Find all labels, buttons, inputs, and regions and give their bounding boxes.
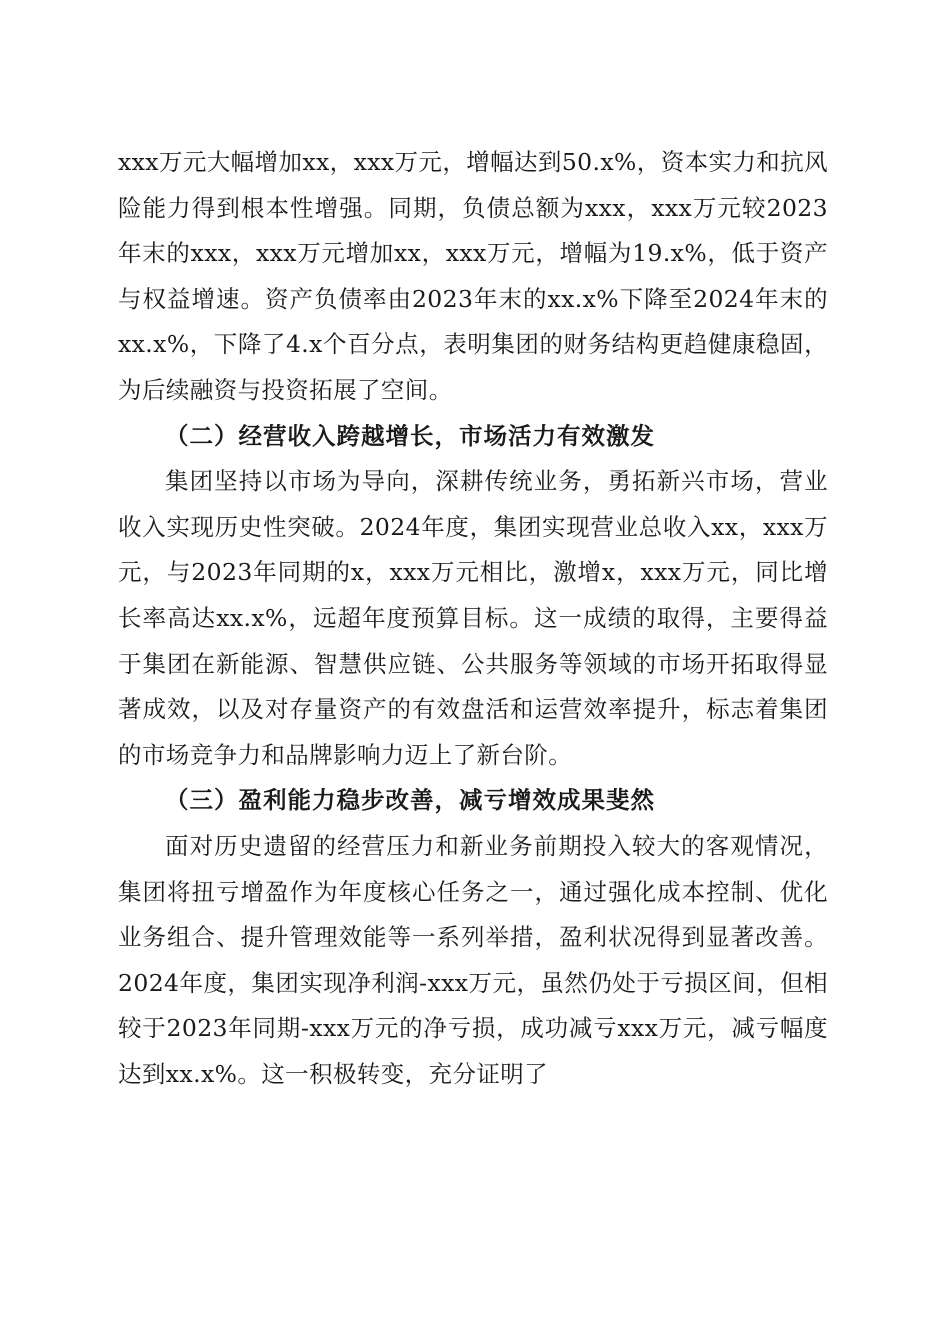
section-heading-profitability: （三）盈利能力稳步改善，减亏增效成果斐然 (165, 786, 655, 815)
paragraph-revenue: 集团坚持以市场为导向，深耕传统业务，勇拓新兴市场，营业收入实现历史性突破。2024年度，集团实现营业总收入xx，xxx万元，与2023年同期的x，xxx万元相比，激增x，xxx万元，同比增长率高达xx.x%，远超年度预算目标。这一成绩的取得，主要得益于集团在新能源、智慧供应链、公共服务等领域的市场开拓取得显著成效，以及对存量资产的有效盘活和运营效率提升，标志着集团的市场竞争力和品牌影响力迈上了新台阶。 (118, 467, 828, 769)
document-body (118, 140, 828, 1097)
paragraph-capital-liabilities: xxx万元大幅增加xx，xxx万元，增幅达到50.x%，资本实力和抗风险能力得到根本性增强。同期，负债总额为xxx，xxx万元较2023年末的xxx，xxx万元增加xx，xxx万元，增幅为19.x%，低于资产与权益增速。资产负债率由2023年末的xx.x%下降至2024年末的xx.x%，下降了4.x个百分点，表明集团的财务结构更趋健康稳固，为后续融资与投资拓展了空间。 (118, 148, 828, 404)
section-heading-revenue: （二）经营收入跨越增长，市场活力有效激发 (165, 421, 655, 450)
paragraph-profitability: 面对历史遗留的经营压力和新业务前期投入较大的客观情况，集团将扭亏增盈作为年度核心任务之一，通过强化成本控制、优化业务组合、提升管理效能等一系列举措，盈利状况得到显著改善。2024年度，集团实现净利润-xxx万元，虽然仍处于亏损区间，但相较于2023年同期-xxx万元的净亏损，成功减亏xxx万元，减亏幅度达到xx.x%。这一积极转变，充分证明了 (118, 831, 828, 1088)
